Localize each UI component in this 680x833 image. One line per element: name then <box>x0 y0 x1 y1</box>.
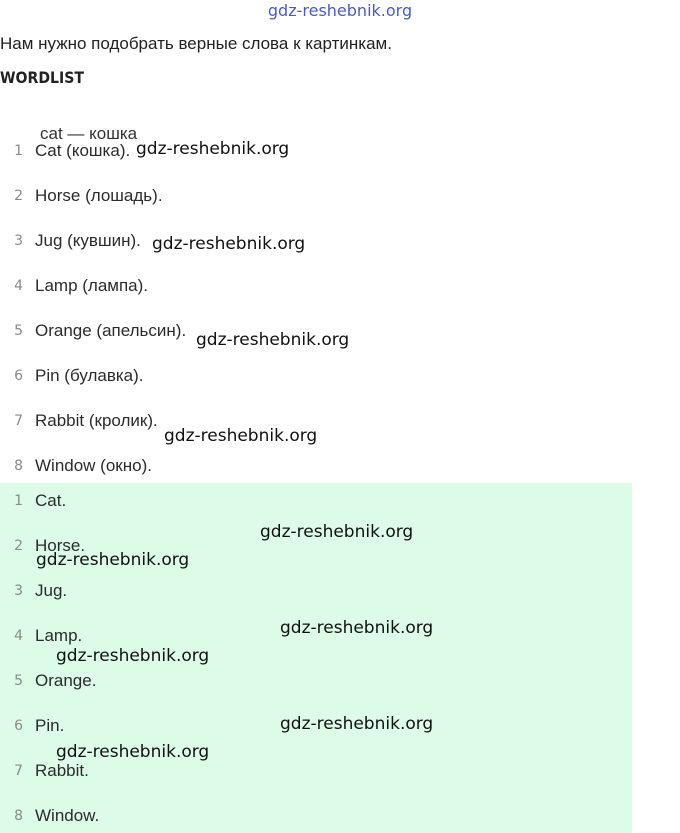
answer-item <box>0 714 64 738</box>
watermark-text: gdz-reshebnik.org <box>196 330 350 350</box>
item-number: 3 <box>14 583 23 599</box>
watermark-text: gdz-reshebnik.org <box>36 550 190 570</box>
watermark-text: gdz-reshebnik.org <box>56 646 210 666</box>
watermark-text: gdz-reshebnik.org <box>164 426 318 446</box>
watermark-text: gdz-reshebnik.org <box>280 714 434 734</box>
wordlist-heading: WORDLIST <box>0 68 84 87</box>
item-text: Rabbit (кролик). <box>35 411 158 430</box>
item-number: 8 <box>14 458 23 474</box>
item-text: Lamp. <box>35 626 83 645</box>
item-text: Orange. <box>35 671 97 690</box>
item-number: 6 <box>14 368 23 384</box>
list-item <box>0 319 186 343</box>
list-item <box>0 454 152 478</box>
item-number: 6 <box>14 718 23 734</box>
answer-item <box>0 669 96 693</box>
list-item <box>0 184 163 208</box>
item-text: Horse. <box>35 536 86 555</box>
list-item <box>0 364 144 388</box>
item-number: 8 <box>14 808 23 824</box>
item-number: 4 <box>14 278 23 294</box>
watermark-text: gdz-reshebnik.org <box>136 139 290 159</box>
watermark-text: gdz-reshebnik.org <box>260 522 414 542</box>
item-number: 4 <box>14 628 23 644</box>
item-text: Jug. <box>35 581 68 600</box>
item-text: Window. <box>35 806 100 825</box>
item-number: 3 <box>14 233 23 249</box>
item-text: Lamp (лампа). <box>35 276 149 295</box>
item-text: Cat (кошка). <box>35 141 131 160</box>
item-text: Window (окно). <box>35 456 152 475</box>
list-item <box>0 274 148 298</box>
item-number: 5 <box>14 323 23 339</box>
item-text: Cat. <box>35 491 67 510</box>
watermark-text: gdz-reshebnik.org <box>152 234 306 254</box>
answer-item <box>0 804 99 828</box>
answer-item <box>0 624 82 648</box>
item-text: Rabbit. <box>35 761 89 780</box>
item-text: Orange (апельсин). <box>35 321 187 340</box>
item-number: 1 <box>14 493 23 509</box>
list-item <box>0 409 158 433</box>
answer-item <box>0 579 67 603</box>
item-text: Pin (булавка). <box>35 366 144 385</box>
item-number: 1 <box>14 143 23 159</box>
item-number: 2 <box>14 538 23 554</box>
watermark-text: gdz-reshebnik.org <box>56 742 210 762</box>
item-number: 2 <box>14 188 23 204</box>
answer-item <box>0 489 66 513</box>
item-number: 7 <box>14 413 23 429</box>
item-text: Pin. <box>35 716 65 735</box>
item-text: Jug (кувшин). <box>35 231 141 250</box>
watermark-text: gdz-reshebnik.org <box>280 618 434 638</box>
list-item <box>0 229 141 253</box>
list-item <box>0 139 130 163</box>
item-text: Horse (лошадь). <box>35 186 163 205</box>
item-number: 7 <box>14 763 23 779</box>
item-number: 5 <box>14 673 23 689</box>
clipped-line-text: cat — кошка <box>40 124 138 143</box>
site-watermark: gdz-reshebnik.org <box>267 1 413 20</box>
intro-text: Нам нужно подобрать верные слова к картинкам. <box>0 34 392 53</box>
answer-item <box>0 759 89 783</box>
clipped-line <box>40 124 200 143</box>
